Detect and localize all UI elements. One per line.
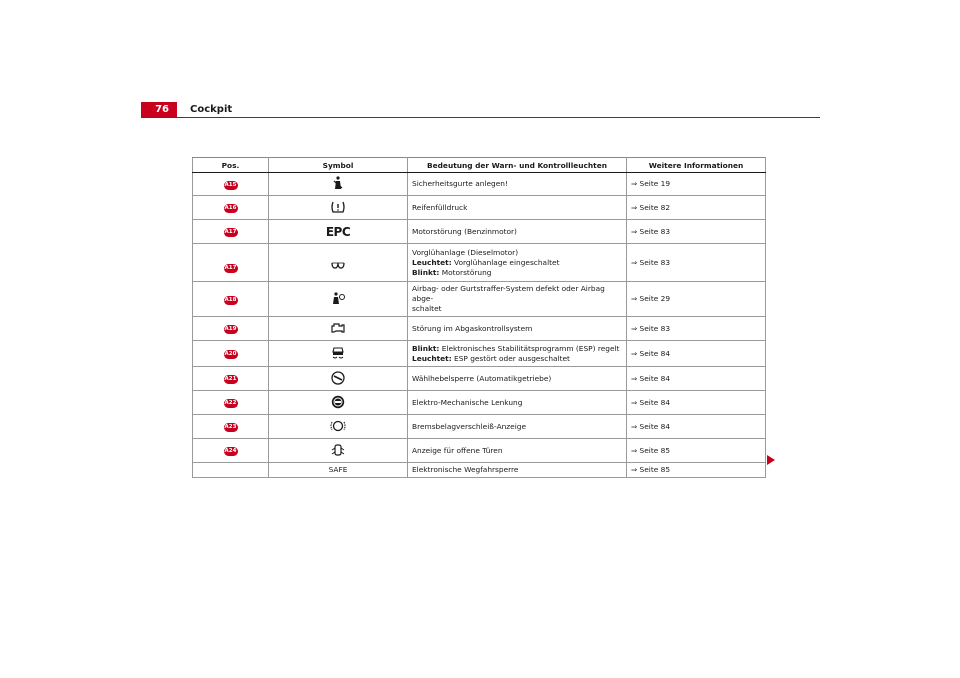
column-header-pos: Pos.	[193, 158, 269, 173]
meaning-line	[412, 344, 622, 354]
table-row	[193, 341, 766, 367]
table-row	[193, 463, 766, 478]
column-header-info: Weitere Informationen	[627, 158, 766, 173]
position-badge: A15	[224, 181, 237, 188]
epc-icon: EPC	[325, 224, 351, 239]
info-link[interactable]: ⇒ Seite 83	[627, 220, 766, 244]
meaning-cell: Wählhebelsperre (Automatikgetriebe)	[408, 367, 627, 391]
meaning-line: schaltet	[412, 304, 442, 313]
position-badge: A21	[224, 376, 237, 382]
engine-icon	[330, 321, 346, 335]
status-label: Blinkt:	[412, 267, 440, 277]
table-header-row	[193, 158, 766, 173]
info-link[interactable]: ⇒ Seite 84	[627, 391, 766, 415]
info-link[interactable]: ⇒ Seite 29	[627, 282, 766, 317]
position-badge: A19	[224, 326, 237, 332]
position-badge: A17	[224, 265, 237, 271]
table-row	[193, 439, 766, 463]
airbag-icon	[330, 291, 346, 305]
meaning-line	[412, 268, 622, 278]
next-page-arrow-icon[interactable]	[767, 455, 775, 465]
meaning-cell: Sicherheitsgurte anlegen!	[408, 173, 627, 196]
meaning-cell	[408, 244, 627, 282]
meaning-cell: Störung im Abgaskontrollsystem	[408, 317, 627, 341]
info-link[interactable]: ⇒ Seite 82	[627, 196, 766, 220]
position-badge: A16	[224, 205, 237, 211]
warning-lights-table	[192, 157, 766, 478]
table-row	[193, 415, 766, 439]
info-link[interactable]: ⇒ Seite 84	[627, 341, 766, 367]
status-text: Motorstörung	[439, 267, 492, 277]
info-link[interactable]: ⇒ Seite 83	[627, 244, 766, 282]
meaning-cell: Bremsbelagverschleiß-Anzeige	[408, 415, 627, 439]
status-text: Vorglühanlage eingeschaltet	[451, 257, 560, 267]
immobilizer-symbol-text: SAFE	[328, 464, 348, 474]
meaning-line: Airbag- oder Gurtstraffer-System defekt oder Airbag abge-	[412, 284, 605, 303]
info-link[interactable]: ⇒ Seite 84	[627, 415, 766, 439]
table-row	[193, 317, 766, 341]
status-label: Blinkt:	[412, 343, 440, 353]
meaning-cell: Elektro-Mechanische Lenkung	[408, 391, 627, 415]
info-link[interactable]: ⇒ Seite 85	[627, 463, 766, 478]
position-badge: A18	[224, 296, 237, 303]
meaning-cell: Motorstörung (Benzinmotor)	[408, 220, 627, 244]
position-badge: A24	[224, 448, 237, 454]
steering-icon	[330, 395, 346, 409]
meaning-cell: Anzeige für offene Türen	[408, 439, 627, 463]
position-badge: A23	[224, 424, 237, 430]
position-badge: A17	[224, 229, 237, 235]
table-row	[193, 244, 766, 282]
glow-plug-icon	[330, 258, 346, 272]
status-text: ESP gestört oder ausgeschaltet	[451, 353, 570, 363]
info-link[interactable]: ⇒ Seite 85	[627, 439, 766, 463]
shift-lock-icon	[330, 371, 346, 385]
info-link[interactable]: ⇒ Seite 84	[627, 367, 766, 391]
column-header-symbol: Symbol	[269, 158, 408, 173]
meaning-cell: Reifenfülldruck	[408, 196, 627, 220]
table-row	[193, 367, 766, 391]
table-row	[193, 391, 766, 415]
status-label: Leuchtet:	[412, 353, 452, 363]
seatbelt-icon	[330, 176, 346, 190]
meaning-line	[412, 258, 622, 268]
page-number: 76	[141, 102, 177, 117]
page-title: Cockpit	[190, 104, 233, 115]
position-badge: A20	[224, 351, 237, 357]
info-link[interactable]: ⇒ Seite 19	[627, 173, 766, 196]
esp-icon	[330, 346, 346, 360]
column-header-meaning: Bedeutung der Warn- und Kontrollleuchten	[408, 158, 627, 173]
door-open-icon	[330, 443, 346, 457]
table-row	[193, 220, 766, 244]
table-row	[193, 282, 766, 317]
table-row	[193, 173, 766, 196]
meaning-line: Vorglühanlage (Dieselmotor)	[412, 247, 519, 257]
meaning-cell: Elektronische Wegfahrsperre	[408, 463, 627, 478]
header-rule	[141, 117, 820, 118]
position-badge: A22	[224, 400, 237, 406]
info-link[interactable]: ⇒ Seite 83	[627, 317, 766, 341]
meaning-cell	[408, 341, 627, 367]
tyre-pressure-icon	[330, 200, 346, 214]
meaning-cell	[408, 282, 627, 317]
status-label: Leuchtet:	[412, 257, 452, 267]
status-text: Elektronisches Stabilitätsprogramm (ESP) regelt	[439, 343, 620, 353]
meaning-line	[412, 354, 622, 364]
brake-pad-icon	[330, 419, 346, 433]
table-row	[193, 196, 766, 220]
